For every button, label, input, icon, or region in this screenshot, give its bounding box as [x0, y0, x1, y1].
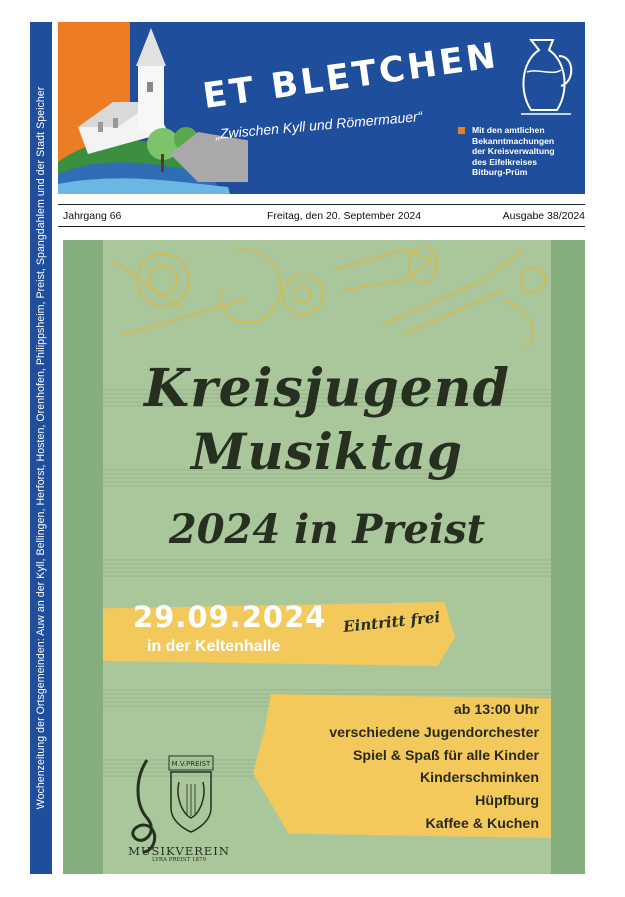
masthead-title: ET BLETCHEN [200, 35, 502, 117]
event-date: 29.09.2024 [133, 600, 327, 634]
detail-item: Spiel & Spaß für alle Kinder [352, 747, 539, 764]
poster-title-line-2: Musiktag [191, 422, 463, 481]
official-line: Mit den amtlichen [472, 125, 545, 135]
logo-name: MUSIKVEREIN [128, 844, 230, 858]
admission-note: Eintritt frei [342, 607, 441, 637]
divider [58, 204, 585, 205]
masthead [58, 22, 585, 194]
orange-bullet-icon [458, 127, 465, 134]
poster-title-line-1: Kreisjugend [144, 358, 510, 419]
issue-date: Freitag, den 20. September 2024 [267, 210, 422, 222]
issue-volume: Jahrgang 66 [63, 210, 122, 222]
official-line: Bitburg-Prüm [472, 167, 528, 178]
treble-clef-icon [133, 760, 155, 852]
logo-subtitle: LYRA PREIST 1879 [151, 857, 206, 863]
official-line: der Kreisverwaltung [472, 146, 555, 157]
jug-icon [513, 32, 583, 117]
issue-number: Ausgabe 38/2024 [502, 210, 585, 222]
detail-item: Kaffee & Kuchen [425, 815, 539, 832]
event-venue: in der Keltenhalle [147, 638, 281, 655]
brass-instruments-illustration [103, 240, 551, 350]
official-line: Bekanntmachungen [472, 135, 555, 146]
detail-item: Kinderschminken [419, 770, 539, 787]
detail-item: verschiedene Jugendorchester [329, 724, 539, 741]
event-poster [103, 240, 551, 874]
masthead-subtitle: „Zwischen Kyll und Römermauer“ [214, 107, 423, 142]
official-notice [472, 125, 555, 178]
detail-item: ab 13:00 Uhr [453, 702, 539, 718]
divider [58, 226, 585, 227]
poster-title-line-3: 2024 in Preist [168, 506, 486, 553]
sidebar-publisher-text: Wochenzeitung der Ortsgemeinden: Auw an der Kyll, Bellingen, Herforst, Hosten, Orenhofen, Philippsheim, Preist, Spangdahlem und der Stadt Speicher [35, 86, 47, 810]
event-details [329, 699, 539, 836]
official-line: des Eifelkreises [472, 156, 537, 167]
detail-item: Hüpfburg [475, 793, 539, 810]
logo-badge-text: M.V.PREIST [171, 760, 211, 768]
